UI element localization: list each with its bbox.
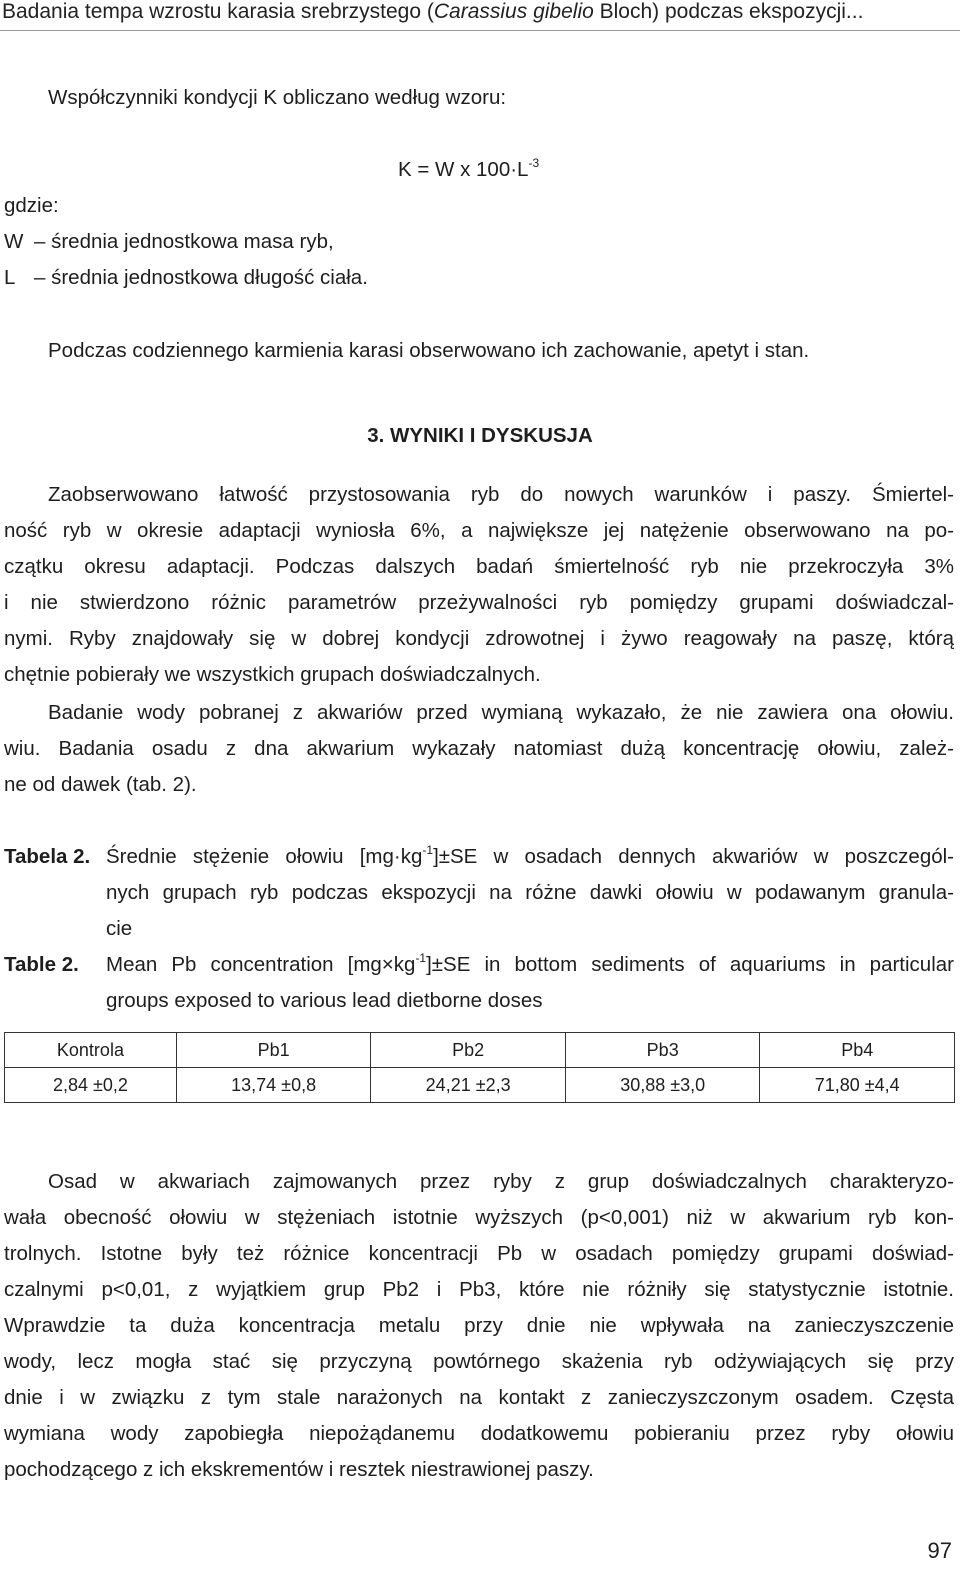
results-line: nymi. Ryby znajdowały się w dobrej kondycji zdrowotnej i żywo reagowały na paszę, którą [4,627,954,650]
table-cell: 2,84 ±0,2 [5,1068,177,1103]
sediment-line: wymiana wody zapobiegła niepożądanemu dodatkowemu pobieraniu przez ryby ołowiu [4,1422,954,1445]
sediment-line: wody, lecz mogła stać się przyczyną powtórnego skażenia ryb odżywiających się przy [4,1350,954,1373]
table-label-pl: Tabela 2. [4,845,91,868]
feeding-paragraph: Podczas codziennego karmienia karasi obserwowano ich zachowanie, apetyt i stan. [48,339,810,362]
table-header-cell: Pb2 [371,1033,566,1068]
sediment-line: Osad w akwariach zajmowanych przez ryby z grup doświadczalnych charakteryzo- [48,1170,954,1193]
table-header-cell: Pb4 [760,1033,955,1068]
table-caption-pl-line: nych grupach ryb podczas ekspozycji na różne dawki ołowiu w podawanym granula- [106,881,954,904]
page-number: 97 [927,1538,952,1563]
results-line: Badanie wody pobranej z akwariów przed wymianą wykazało, że nie zawiera ona ołowiu. [48,701,954,724]
results-line: i nie stwierdzono różnic parametrów przeżywalności ryb pomiędzy grupami doświadczal- [4,591,954,614]
table-cell: 13,74 ±0,8 [176,1068,371,1103]
table-caption-pl-line: Średnie stężenie ołowiu $[mg\cdot kg^{-1}]\pm SE$ w osadach dennych akwariów w poszczegól- [106,843,955,868]
legend-w-desc: – średnia jednostkowa masa ryb, [34,230,334,253]
results-line: czątku okresu adaptacji. Podczas dalszych badań śmiertelność ryb nie przekroczyła 3% [4,555,954,578]
table-header-cell: Kontrola [5,1033,177,1068]
results-line: ność ryb w okresie adaptacji wyniosła 6%, a największe jej natężenie obserwowano na po- [4,519,954,542]
header-rule [0,30,960,31]
sediment-line: Wprawdzie ta duża koncentracja metalu przy dnie nie wpływała na zanieczyszczenie [4,1314,954,1337]
legend-l-desc: – średnia jednostkowa długość ciała. [34,266,368,289]
results-line: chętnie pobierały we wszystkich grupach doświadczalnych. [4,663,541,686]
sediment-line: czalnymi p<0,01, z wyjątkiem grup Pb2 i Pb3, które nie różniły się statystycznie istotnie. [4,1278,954,1301]
header-text-end: Bloch) podczas ekspozycji... [593,0,864,23]
results-line: wiu. Badania osadu z dna akwarium wykazały natomiast dużą koncentrację ołowiu, zależ- [4,737,954,760]
formula-intro: Współczynniki kondycji K obliczano według wzoru: [48,86,507,109]
sediment-line: dnie i w związku z tym stale narażonych na kontakt z zanieczyszczonym osadem. Częsta [4,1386,954,1409]
section-title: 3. WYNIKI I DYSKUSJA [367,424,593,447]
table-header-cell: Pb3 [565,1033,760,1068]
table-header-row [5,1033,955,1068]
legend-l-symbol: L [4,266,16,289]
results-line: Zaobserwowano łatwość przystosowania ryb do nowych warunków i paszy. Śmiertel- [48,483,954,506]
table-label-en: Table 2. [4,953,79,976]
table-caption-pl-line: cie [106,917,133,940]
results-line: ne od dawek (tab. 2). [4,773,197,796]
header-species: Carassius gibelio [433,0,594,23]
running-header [2,0,952,24]
legend-w-symbol: W [4,230,24,253]
table-cell: 71,80 ±4,4 [760,1068,955,1103]
table-caption-en-line: groups exposed to various lead dietborne doses [106,989,543,1012]
table-cell: 24,21 ±2,3 [371,1068,566,1103]
lead-concentration-table [4,1032,955,1103]
legend-gdzie: gdzie: [4,194,59,217]
sediment-line: wała obecność ołowiu w stężeniach istotnie wyższych (p<0,001) niż w akwarium ryb kon- [4,1206,954,1229]
header-text: Badania tempa wzrostu karasia srebrzystego ( [2,0,434,23]
formula: K = W x $100\cdot L^{-3}$ [398,156,540,181]
table-cell: 30,88 ±3,0 [565,1068,760,1103]
table-row [5,1068,955,1103]
sediment-line: pochodzącego z ich ekskrementów i resztek niestrawionej paszy. [4,1458,594,1481]
table-caption-en-line: Mean Pb concentration $[mg\times kg^{-1}]\pm SE$ in bottom sediments of aquariums in particular [106,951,954,976]
table-header-cell: Pb1 [176,1033,371,1068]
sediment-line: trolnych. Istotne były też różnice koncentracji Pb w osadach pomiędzy grupami doświad- [4,1242,954,1265]
